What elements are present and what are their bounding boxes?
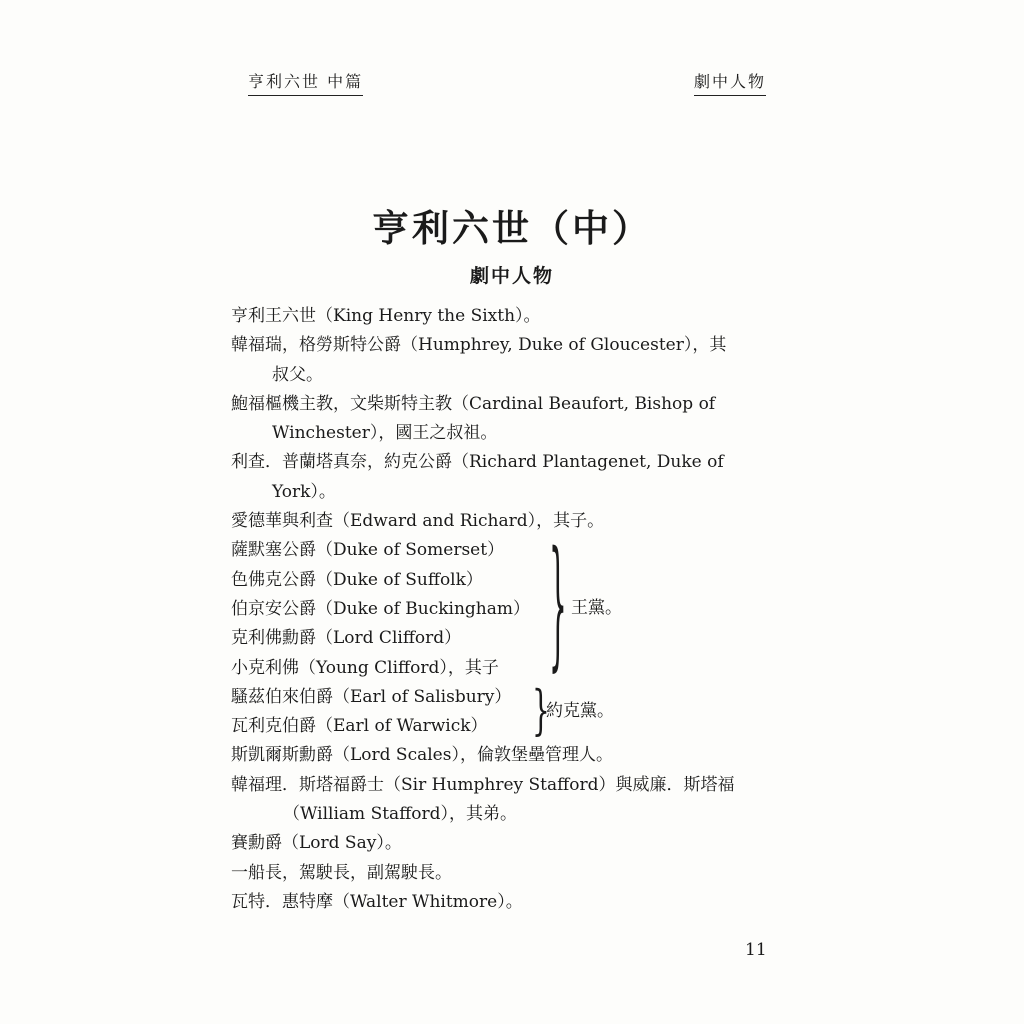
cast-entry-clifford: 克利佛勳爵（Lord Clifford） (231, 628, 462, 649)
cast-entry-beaufort: 鮑福樞機主教，文柴斯特主教（Cardinal Beaufort, Bishop of (231, 393, 716, 414)
cast-entry-scales: 斯凱爾斯勳爵（Lord Scales），倫敦堡壘管理人。 (231, 745, 613, 766)
cast-entry-york: 利查．普蘭塔真奈，約克公爵（Richard Plantagenet, Duke of (231, 452, 724, 473)
right-brace-icon: } (549, 521, 567, 687)
running-head-left: 亨利六世 中篇 (248, 72, 363, 96)
cast-entry-york-cont: York）。 (272, 481, 336, 502)
page-title: 亨利六世（中） (372, 206, 652, 250)
cast-entry-salisbury: 騷茲伯來伯爵（Earl of Salisbury） (231, 686, 512, 707)
page-subtitle: 劇中人物 (469, 265, 554, 287)
cast-entry-gloucester: 韓福瑞，格勞斯特公爵（Humphrey, Duke of Gloucester），其 (231, 335, 727, 356)
cast-entry-staffords-cont: （William Stafford），其弟。 (283, 804, 518, 825)
york-party-label: 約克黨。 (546, 700, 614, 721)
cast-entry-beaufort-cont: Winchester），國王之叔祖。 (272, 423, 498, 444)
running-head-right: 劇中人物 (694, 72, 766, 96)
right-brace-icon: } (532, 679, 550, 742)
cast-entry-somerset: 薩默塞公爵（Duke of Somerset） (231, 540, 505, 561)
cast-entry-captain: 一船長，駕駛長，副駕駛長。 (231, 862, 452, 883)
cast-entry-king-henry: 亨利王六世（King Henry the Sixth）。 (231, 306, 541, 326)
cast-entry-gloucester-cont: 叔父。 (272, 364, 323, 385)
page-number: 11 (745, 940, 767, 960)
cast-entry-staffords: 韓福理．斯塔福爵士（Sir Humphrey Stafford）與威廉．斯塔福 (231, 774, 735, 795)
york-party-group (231, 679, 791, 742)
cast-entry-warwick: 瓦利克伯爵（Earl of Warwick） (231, 716, 488, 737)
cast-entry-buckingham: 伯京安公爵（Duke of Buckingham） (231, 598, 531, 619)
cast-entry-whitmore: 瓦特．惠特摩（Walter Whitmore）。 (231, 891, 523, 912)
cast-entry-say: 賽勳爵（Lord Say）。 (231, 833, 402, 854)
cast-entry-young-clifford: 小克利佛（Young Clifford），其子 (231, 657, 499, 678)
kings-party-label: 王黨。 (571, 598, 622, 619)
cast-list (231, 302, 791, 917)
cast-entry-suffolk: 色佛克公爵（Duke of Suffolk） (231, 569, 483, 590)
cast-entry-edward-richard: 愛德華與利查（Edward and Richard），其子。 (231, 511, 605, 532)
